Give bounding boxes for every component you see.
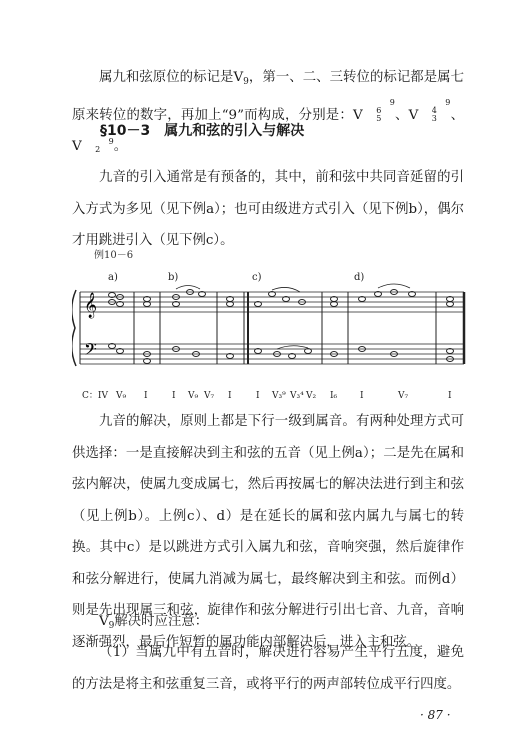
figure-mid: 6 bbox=[376, 105, 382, 115]
section-number: §10－3 bbox=[100, 123, 151, 139]
inversion-figure-3 bbox=[82, 138, 114, 154]
figure-top: 9 bbox=[445, 97, 451, 107]
chord-label: I bbox=[228, 391, 232, 401]
music-score bbox=[72, 268, 472, 408]
figure-mid: 4 bbox=[431, 105, 437, 115]
score-label-c: c) bbox=[252, 272, 262, 283]
chord-label: V₇ bbox=[204, 391, 215, 401]
chord-label: C：IV bbox=[82, 391, 108, 401]
figure-bot: 5 bbox=[376, 113, 382, 123]
barlines bbox=[80, 292, 464, 364]
inversion-figure-1 bbox=[363, 99, 395, 123]
chord-labels bbox=[82, 391, 452, 401]
example-label: 例10－6 bbox=[94, 250, 134, 261]
treble-clef-icon: 𝄞 bbox=[84, 293, 98, 318]
score-label-a: a) bbox=[108, 272, 118, 283]
paragraph-introduction: 九音的引入通常是有预备的，其中，前和弦中共同音延留的引入方式为多见（见下例a）；也可由级进方式引入（见下例b），偶尔才用跳进引入（见下例c）。 bbox=[72, 170, 464, 248]
chord-label: V₉ bbox=[188, 391, 199, 401]
figure-bot: 2 bbox=[95, 145, 101, 154]
chord-label: V₇ bbox=[398, 391, 409, 401]
text-run: 、V bbox=[394, 107, 419, 123]
text-run: 。 bbox=[113, 139, 128, 154]
chord-label: V₂ bbox=[306, 391, 317, 401]
paragraph-rule-1: （1）当属九中有五音时，解决进行容易产生平行五度，避免的方法是将主和弦重复三音，或将平行的两声部转位成平行四度。 bbox=[72, 645, 464, 692]
figure-top: 9 bbox=[108, 137, 114, 146]
text-run: 、V bbox=[72, 107, 465, 154]
text-run: ，第一、二、三转位的标记都是属七原来转位的数字，再加上“9”而构成，分别是：V bbox=[72, 70, 465, 123]
section-title: 属九和弦的引入与解决 bbox=[164, 123, 305, 139]
bass-clef-icon: 𝄢 bbox=[84, 339, 97, 363]
paragraph-resolution: 九音的解决，原则上都是下行一级到属音。有两种处理方式可供选择：一是直接解决到主和弦的五音（见上例a）；二是先在属和弦内解决，使属九变成属七，然后再按属七的解决法进行到主和弦（见上例b）。上例c）、d）是在延长的属和弦内属九与属七的转换。其中c）是以跳进方式引入属九和弦，音响突强，然后旋律作和弦分解进行，使属九消减为属七，最终解决到主和弦。而例d）则是先出现属三和弦，旋律作和弦分解进行引出七音、九音，音响逐渐强烈，最后作短暂的属功能内部解决后，进入主和弦。 bbox=[72, 414, 464, 650]
grand-staff-brace bbox=[72, 290, 76, 366]
subscript: 9 bbox=[108, 621, 115, 631]
inversion-figure-2 bbox=[418, 99, 450, 123]
score-label-d: d) bbox=[354, 272, 365, 283]
chord-label: I bbox=[448, 391, 452, 401]
section-labels bbox=[108, 272, 364, 283]
chord-label: I bbox=[256, 391, 260, 401]
figure-bot: 3 bbox=[431, 113, 437, 123]
chord-label: I bbox=[360, 391, 364, 401]
text-run: 解决时应注意： bbox=[114, 614, 209, 629]
chord-label: V₉ bbox=[116, 391, 127, 401]
subscript: 9 bbox=[243, 77, 249, 87]
chord-label: I bbox=[144, 391, 148, 401]
figure-top: 9 bbox=[389, 97, 395, 107]
text-run: 属九和弦原位的标记是V bbox=[99, 70, 244, 85]
chord-label: I₆ bbox=[330, 391, 338, 401]
chord-label: V₃⁹ bbox=[272, 391, 286, 401]
paragraph-chord-notation bbox=[72, 62, 464, 163]
page-number: · 87 · bbox=[420, 708, 451, 722]
text-run: V bbox=[99, 614, 109, 629]
score-label-b: b) bbox=[168, 272, 179, 283]
section-heading bbox=[100, 120, 318, 140]
chord-label: I bbox=[172, 391, 176, 401]
chord-label: V₃⁴ bbox=[290, 391, 304, 401]
